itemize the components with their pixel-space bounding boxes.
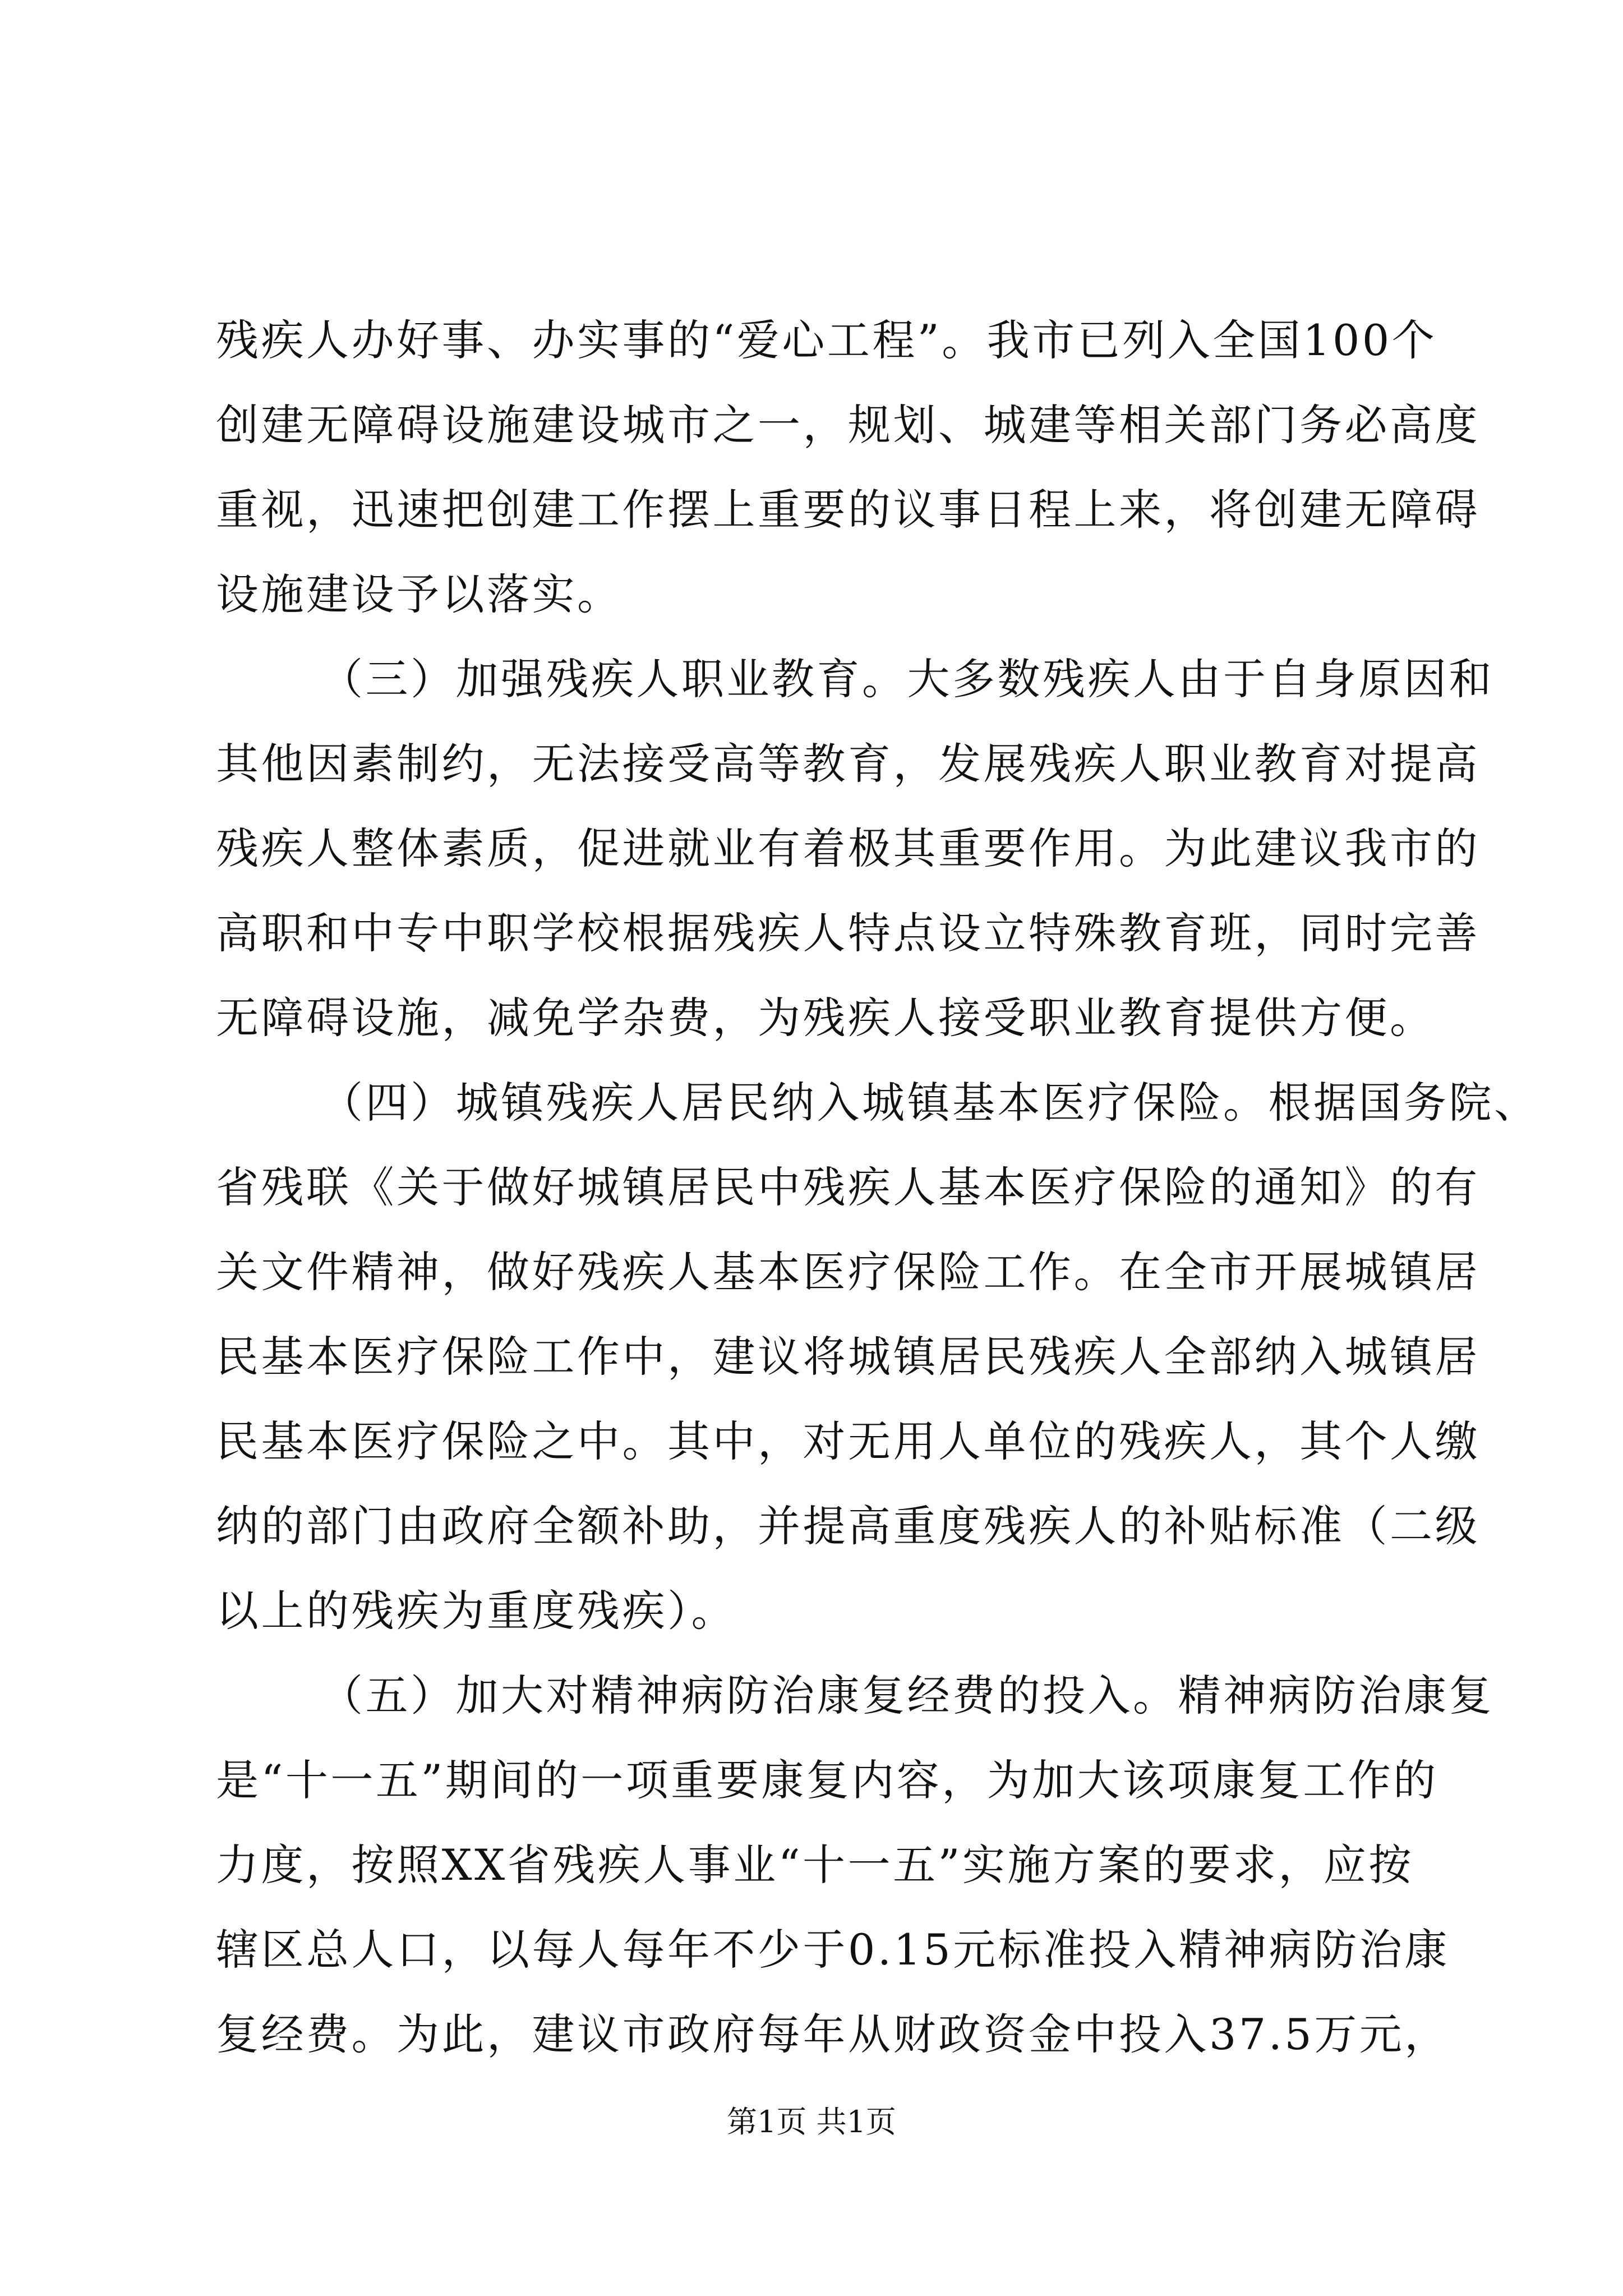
text-line: 复经费。为此，建议市政府每年从财政资金中投入37.5万元， [216, 2009, 1450, 2059]
text-line: 民基本医疗保险工作中，建议将城镇居民残疾人全部纳入城镇居 [216, 1332, 1480, 1382]
paragraph-heading-line: （五）加大对精神病防治康复经费的投入。精神病防治康复 [320, 1671, 1494, 1720]
paragraph-heading-line: （三）加强残疾人职业教育。大多数残疾人由于自身原因和 [320, 654, 1494, 704]
text-line: 以上的残疾为重度残疾）。 [216, 1586, 736, 1636]
text-line: 关文件精神，做好残疾人基本医疗保险工作。在全市开展城镇居 [216, 1247, 1480, 1297]
text-line: 无障碍设施，减免学杂费，为残疾人接受职业教育提供方便。 [216, 993, 1435, 1043]
text-line: 纳的部门由政府全额补助，并提高重度残疾人的补贴标准（二级 [216, 1501, 1480, 1551]
text-line: 其他因素制约，无法接受高等教育，发展残疾人职业教育对提高 [216, 739, 1480, 789]
text-line: 设施建设予以落实。 [216, 569, 623, 619]
text-line: 是“十一五”期间的一项重要康复内容，为加大该项康复工作的 [216, 1755, 1438, 1805]
text-line: 民基本医疗保险之中。其中，对无用人单位的残疾人，其个人缴 [216, 1416, 1480, 1466]
text-line: 省残联《关于做好城镇居民中残疾人基本医疗保险的通知》的有 [216, 1162, 1480, 1212]
text-line: 辖区总人口，以每人每年不少于0.15元标准投入精神病防治康 [216, 1925, 1450, 1975]
text-line: 高职和中专中职学校根据残疾人特点设立特殊教育班，同时完善 [216, 908, 1480, 958]
text-line: 残疾人办好事、办实事的“爱心工程”。我市已列入全国100个 [216, 315, 1437, 365]
page-number-footer: 第1页 共1页 [727, 2104, 896, 2139]
text-line: 创建无障碍设施建设城市之一，规划、城建等相关部门务必高度 [216, 400, 1480, 450]
text-line: 残疾人整体素质，促进就业有着极其重要作用。为此建议我市的 [216, 823, 1480, 873]
text-line: 力度，按照XX省残疾人事业“十一五”实施方案的要求，应按 [216, 1840, 1414, 1890]
text-line: 重视，迅速把创建工作摆上重要的议事日程上来，将创建无障碍 [216, 485, 1480, 535]
paragraph-heading-line: （四）城镇残疾人居民纳入城镇基本医疗保险。根据国务院、 [320, 1078, 1539, 1128]
